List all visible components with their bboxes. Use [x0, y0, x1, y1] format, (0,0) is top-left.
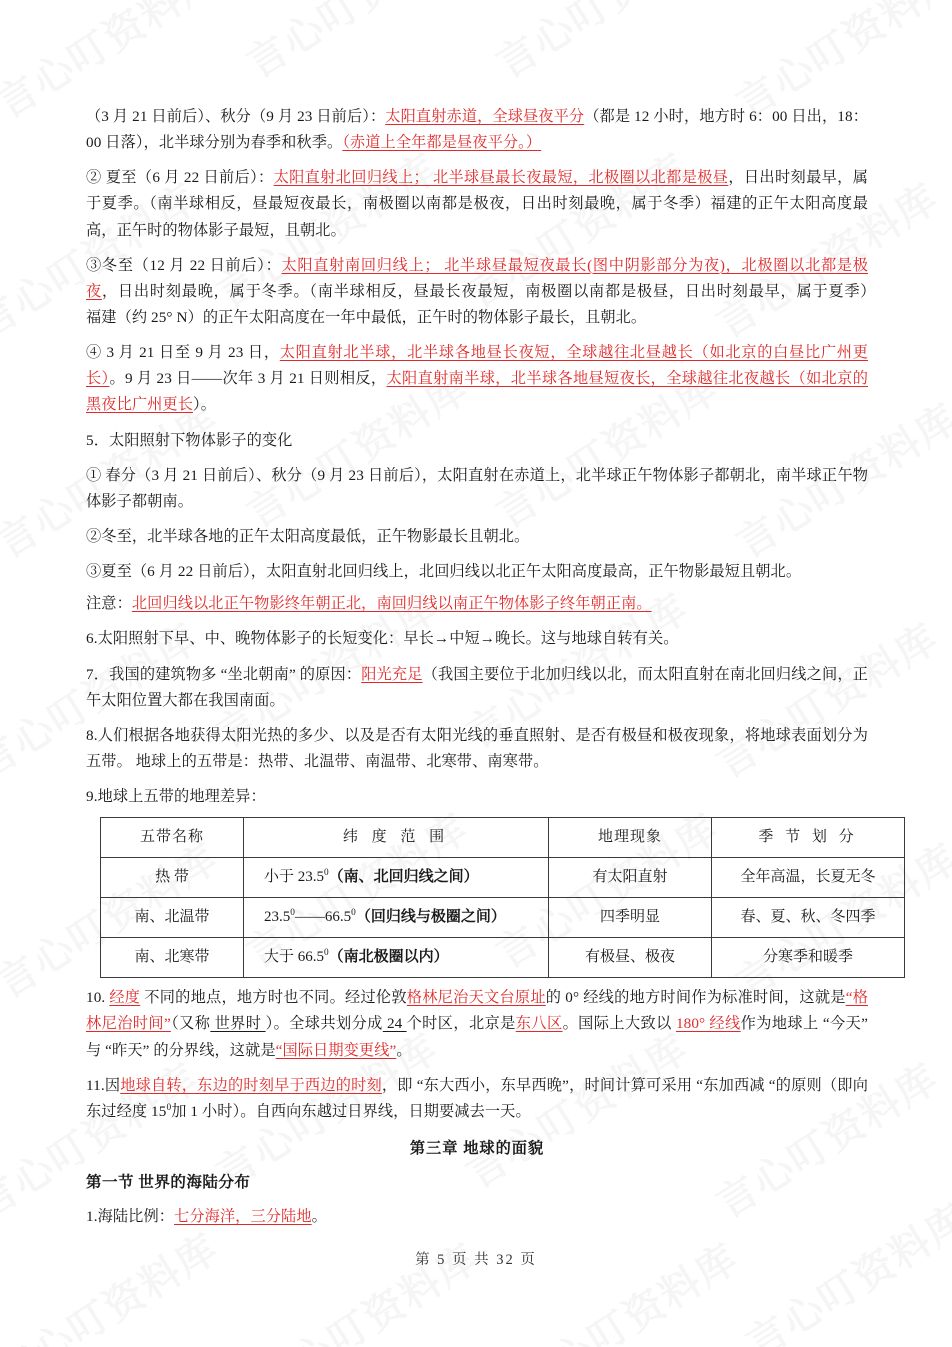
highlight-red: 太阳直射南半球，北半球各地昼短夜长，全球越往北夜越长（如北京的黑夜比广州更长 — [86, 370, 868, 414]
text-segment: 10. — [86, 989, 110, 1007]
highlight-red: 北回归线以北正午物影终年朝正北，南回归线以南正午物体影子终年朝正南。 — [131, 595, 652, 613]
cell-seasons: 分寒季和暖季 — [712, 938, 905, 978]
table-body — [101, 858, 905, 978]
degree-superscript: 0 — [166, 1102, 172, 1113]
column-header-seasons: 季 节 划 分 — [712, 818, 905, 858]
text-segment: （又称 — [170, 1015, 211, 1033]
text-segment: ③冬至（12 月 22 日前后）： — [86, 256, 282, 274]
paragraph-shadow-summer: ③夏至（6 月 22 日前后），太阳直射北回归线上，北回归线以北正午太阳高度最高，正午物影最短且朝北。 — [86, 563, 802, 581]
paragraph-land-sea-ratio — [86, 1204, 868, 1230]
underline-segment: 24 — [382, 1015, 407, 1033]
text-segment: ，日出时刻最晚，属于冬季。（南半球相反，昼最长夜最短，南极圈以南都是极昼，日出时刻最早，属于夏季） 福建（约 25° N）的正午太阳高度在一年中最低，正午时的物体影子最长，且朝北。 — [86, 282, 899, 326]
table-header-row — [101, 818, 905, 858]
watermark-text — [244, 1228, 488, 1347]
highlight-red: 太阳直射南回归线上； 北半球昼最短夜最长(图中阴影部分为夜)，北极圈以北都是极夜 — [86, 256, 868, 300]
text-segment: 1.海陆比例： — [86, 1207, 175, 1225]
paragraph-note-tropics — [86, 591, 868, 617]
paragraph-shadow-winter: ②冬至，北半球各地的正午太阳高度最低，正午物影最长且朝北。 — [86, 527, 530, 545]
highlight-red: （赤道上全年都是昼夜平分。） — [342, 134, 542, 152]
table-row — [101, 898, 905, 938]
cell-phenomenon: 有太阳直射 — [549, 858, 712, 898]
text-segment: （都是 12 小时，地方时 6：00 日出，18：00 日落），北半球分别为春季和秋季。 — [86, 108, 868, 152]
highlight-red: 地球自转，东边的时刻早于西边的时刻 — [120, 1076, 382, 1094]
section-title: 第一节 世界的海陆分布 — [86, 1173, 251, 1191]
cell-latitude-range: 小于 23.5$^0$（南、北回归线之间） — [244, 858, 549, 898]
paragraph-summer-solstice — [86, 165, 868, 243]
underline-segment: 世界时 — [210, 1015, 266, 1033]
five-zones-table — [100, 817, 905, 978]
highlight-red: “格林尼治时间” — [86, 989, 868, 1033]
column-header-zone-name: 五带名称 — [101, 818, 244, 858]
highlight-red: “国际日期变更线” — [275, 1041, 397, 1059]
text-segment: （我国主要位于北加归线以北，而太阳直射在南北回归线之间，正午太阳位置大都在我国南面。 — [86, 665, 868, 709]
highlight-red: 太阳直射北半球，北半球各地昼长夜短，全球越往北昼越长（如北京的白昼比广州更长） — [86, 344, 868, 388]
text-segment: 。 — [396, 1041, 412, 1059]
text-segment: ，日出时刻最早，属于夏季。（南半球相反，昼最短夜最长，南极圈以南都是极夜，日出时刻最晚，属于冬季）福建的正午太阳高度最高，正午时的物体影子最短，且朝北。 — [86, 169, 869, 239]
text-segment: 作为地球上 “今天” 与 “昨天” 的分界线，这就是 — [86, 1015, 869, 1059]
paragraph-zone-differences: 9.地球上五带的地理差异： — [86, 788, 266, 806]
highlight-red: 180° 经线 — [675, 1015, 741, 1033]
text-segment: 。国际上大致以 — [562, 1015, 676, 1033]
paragraph-daily-shadow: 6.太阳照射下早、中、晚物体影子的长短变化：早长→中短→晚长。这与地球自转有关。 — [86, 630, 679, 648]
highlight-red: 太阳直射赤道，全球昼夜平分 — [385, 108, 585, 125]
cell-seasons: 春、夏、秋、冬四季 — [712, 898, 905, 938]
text-segment: ）。 — [193, 396, 216, 414]
highlight-red: 七分海洋，三分陆地 — [174, 1207, 312, 1225]
paragraph-building-orientation — [86, 662, 868, 714]
text-segment: ④ 3 月 21 日至 9 月 23 日， — [86, 344, 280, 362]
cell-zone-name: 热 带 — [101, 858, 244, 898]
paragraph-five-zones: 8.人们根据各地获得太阳光热的多少、以及是否有太阳光线的垂直照射、是否有极昼和极夜现象，将地球表面划分为五带。 地球上的五带是：热带、北温带、南温带、北寒带、南寒带。 — [86, 726, 868, 770]
column-header-latitude-range: 纬 度 范 围 — [244, 818, 549, 858]
text-segment: 加 1 小时）。自西向东越过日界线，日期要减去一天。 — [171, 1102, 531, 1120]
highlight-red: 东八区 — [515, 1015, 563, 1033]
cell-latitude-range: 23.5$^0$——66.5$^0$（回归线与极圈之间） — [244, 898, 549, 938]
highlight-red: 格林尼治天文台原址 — [406, 989, 546, 1007]
paragraph-equinox — [86, 104, 868, 156]
document-body — [86, 104, 899, 1239]
cell-latitude-range: 大于 66.5$^0$（南北极圈以内） — [244, 938, 549, 978]
table-row — [101, 858, 905, 898]
text-segment: 。 — [311, 1207, 327, 1225]
highlight-red: 太阳直射北回归线上； 北半球昼最长夜最短，北极圈以北都是极昼 — [273, 169, 729, 187]
text-segment: ，即 “东大西小，东早西晚”，时间计算可采用 “东加西减 “的原则（即向东过经度 15 — [86, 1076, 868, 1120]
paragraph-winter-solstice — [86, 253, 899, 331]
highlight-red: 阳光充足 — [361, 665, 423, 683]
table-row — [101, 938, 905, 978]
watermark-text — [234, 0, 478, 89]
watermark-text — [484, 0, 728, 89]
heading-shadow-change: 5．太阳照射下物体影子的变化 — [86, 431, 293, 449]
paragraph-earth-rotation-time — [86, 1073, 868, 1125]
cell-seasons: 全年高温，长夏无冬 — [712, 858, 905, 898]
highlight-red: 经度 — [109, 989, 141, 1007]
paragraph-longitude-time — [86, 985, 868, 1063]
text-segment: 11.因 — [86, 1076, 121, 1094]
watermark-text — [504, 1228, 748, 1347]
text-segment: 个时区，北京是 — [406, 1015, 516, 1033]
paragraph-shadow-equinox: ① 春分（3 月 21 日前后）、秋分（9 月 23 日前后），太阳直射在赤道上，北半球正午物体影子都朝北，南半球正午物体影子都朝南。 — [86, 466, 868, 510]
page-footer: 第 5 页 共 32 页 — [415, 1252, 537, 1268]
text-segment: 不同的地点，地方时也不同。经过伦敦 — [140, 989, 407, 1007]
text-segment: ② 夏至（6 月 22 日前后）： — [86, 169, 274, 187]
text-segment: 。9 月 23 日——次年 3 月 21 日则相反， — [109, 370, 387, 388]
chapter-title: 第三章 地球的面貌 — [409, 1139, 545, 1157]
paragraph-day-length — [86, 340, 868, 418]
cell-zone-name: 南、北温带 — [101, 898, 244, 938]
text-segment: ）。全球共划分成 — [265, 1015, 383, 1033]
cell-phenomenon: 四季明显 — [549, 898, 712, 938]
text-segment: 的 0° 经线的地方时间作为标准时间，这就是 — [545, 989, 846, 1007]
column-header-phenomenon: 地理现象 — [549, 818, 712, 858]
text-segment: 注意： — [86, 595, 132, 613]
text-segment: 7．我国的建筑物多 “坐北朝南” 的原因： — [86, 665, 362, 683]
table-header — [101, 818, 905, 858]
cell-phenomenon: 有极昼、极夜 — [549, 938, 712, 978]
cell-zone-name: 南、北寒带 — [101, 938, 244, 978]
text-segment: （3 月 21 日前后）、秋分（9 月 23 日前后）： — [86, 108, 386, 125]
